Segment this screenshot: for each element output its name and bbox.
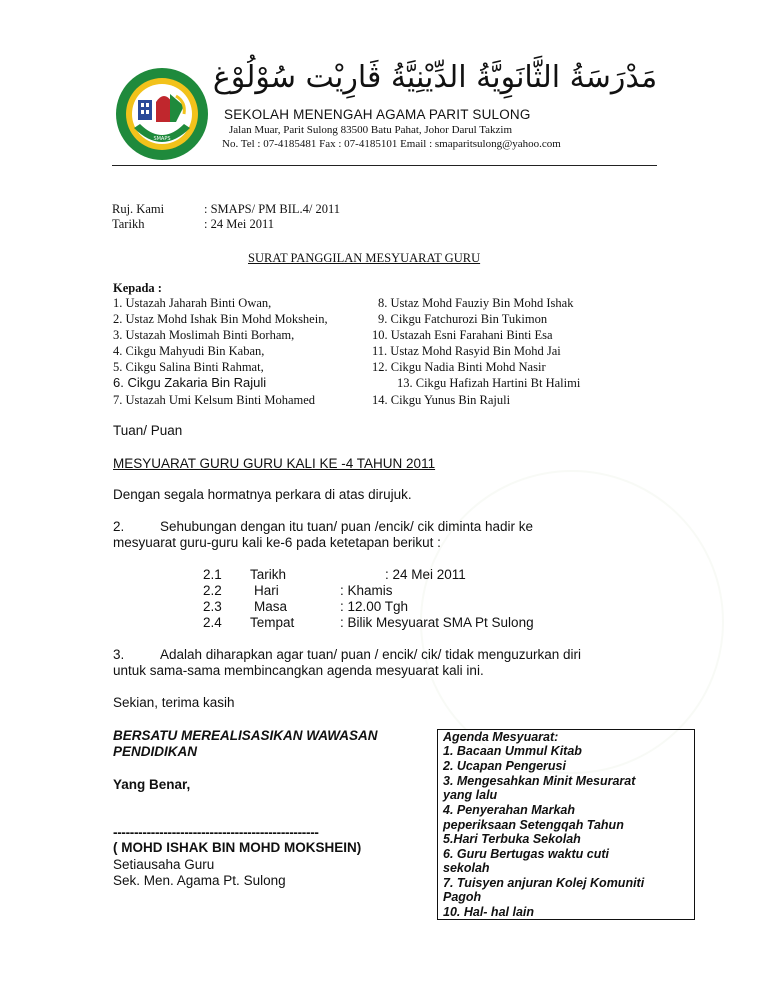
detail-label: Tarikh <box>250 567 287 582</box>
agenda-item: 1. Bacaan Ummul Kitab <box>443 744 582 758</box>
meeting-heading: MESYUARAT GURU GURU KALI KE -4 TAHUN 2011 <box>113 456 436 471</box>
paragraph-2-number: 2. <box>113 519 125 534</box>
agenda-item: 2. Ucapan Pengerusi <box>443 759 566 773</box>
paragraph-2-line-1: Sehubungan dengan itu tuan/ puan /encik/ cik diminta hadir ke <box>160 519 534 534</box>
detail-number: 2.2 <box>203 583 222 598</box>
agenda-item: yang lalu <box>443 788 498 802</box>
detail-number: 2.1 <box>203 567 222 582</box>
agenda-item: 6. Guru Bertugas waktu cuti <box>443 847 610 861</box>
school-name: SEKOLAH MENENGAH AGAMA PARIT SULONG <box>224 107 531 122</box>
school-contact: No. Tel : 07-4185481 Fax : 07-4185101 Email : smaparitsulong@yahoo.com <box>222 138 561 150</box>
recipient-item: 4. Cikgu Mahyudi Bin Kaban, <box>113 344 265 358</box>
detail-value: : 24 Mei 2011 <box>385 567 466 582</box>
ref-label: Ruj. Kami <box>112 202 165 216</box>
paragraph-3-line-1: Adalah diharapkan agar tuan/ puan / encik/ cik/ tidak menguzurkan diri <box>160 647 582 662</box>
paragraph-3-line-2: untuk sama-sama membincangkan agenda mesyuarat kali ini. <box>113 663 484 678</box>
recipient-item: 2. Ustaz Mohd Ishak Bin Mohd Mokshein, <box>113 312 328 326</box>
recipient-item: 6. Cikgu Zakaria Bin Rajuli <box>113 375 267 390</box>
header-divider <box>112 165 657 166</box>
motto-line-2: PENDIDIKAN <box>113 744 198 759</box>
agenda-title: Agenda Mesyuarat: <box>443 730 559 744</box>
recipient-item: 9. Cikgu Fatchurozi Bin Tukimon <box>378 312 548 326</box>
letter-title: SURAT PANGGILAN MESYUARAT GURU <box>248 251 481 265</box>
school-name-arabic: مَدْرَسَةُ الثَّانَوِيَّةُ الدِّيْنِيَّةُ ڤَارِيْت سُوْلُوْغ <box>212 60 658 95</box>
salutation: Tuan/ Puan <box>113 423 183 438</box>
signatory-title: Setiausaha Guru <box>113 857 215 872</box>
recipient-item: 12. Cikgu Nadia Binti Mohd Nasir <box>372 360 546 374</box>
recipient-item: 13. Cikgu Hafizah Hartini Bt Halimi <box>397 376 581 390</box>
recipient-item: 10. Ustazah Esni Farahani Binti Esa <box>372 328 553 342</box>
detail-value: : Bilik Mesyuarat SMA Pt Sulong <box>340 615 534 630</box>
motto-line-1: BERSATU MEREALISASIKAN WAWASAN <box>113 728 378 743</box>
detail-number: 2.4 <box>203 615 222 630</box>
detail-value: : 12.00 Tgh <box>340 599 409 614</box>
recipient-item: 3. Ustazah Moslimah Binti Borham, <box>113 328 295 342</box>
agenda-item: Pagoh <box>443 890 482 904</box>
recipient-item: 8. Ustaz Mohd Fauziy Bin Mohd Ishak <box>378 296 574 310</box>
detail-label: Tempat <box>250 615 295 630</box>
agenda-item: peperiksaan Setengqah Tahun <box>443 818 624 832</box>
agenda-item: 10. Hal- hal lain <box>443 905 535 919</box>
agenda-item: 7. Tuisyen anjuran Kolej Komuniti <box>443 876 645 890</box>
detail-number: 2.3 <box>203 599 222 614</box>
ref-value: : SMAPS/ PM BIL.4/ 2011 <box>204 202 341 216</box>
date-value: : 24 Mei 2011 <box>204 217 275 231</box>
agenda-item: 4. Penyerahan Markah <box>443 803 576 817</box>
svg-text:SMAPS: SMAPS <box>153 136 171 142</box>
paragraph-1: Dengan segala hormatnya perkara di atas dirujuk. <box>113 487 412 502</box>
school-logo <box>114 66 210 162</box>
school-address: Jalan Muar, Parit Sulong 83500 Batu Pahat, Johor Darul Takzim <box>229 124 513 136</box>
kepada-label: Kepada : <box>113 281 162 295</box>
agenda-item: sekolah <box>443 861 490 875</box>
detail-value: : Khamis <box>340 583 393 598</box>
agenda-item: 3. Mengesahkan Minit Mesurarat <box>443 774 636 788</box>
recipient-item: 1. Ustazah Jaharah Binti Owan, <box>113 296 272 310</box>
agenda-box <box>437 729 695 920</box>
date-label: Tarikh <box>112 217 145 231</box>
agenda-item: 5.Hari Terbuka Sekolah <box>443 832 581 846</box>
recipient-item: 7. Ustazah Umi Kelsum Binti Mohamed <box>113 393 316 407</box>
signatory-name: ( MOHD ISHAK BIN MOHD MOKSHEIN) <box>113 840 362 855</box>
signature-line: ------------------------------------------------- <box>113 825 319 840</box>
recipient-item: 14. Cikgu Yunus Bin Rajuli <box>372 393 511 407</box>
closing: Sekian, terima kasih <box>113 695 235 710</box>
detail-label: Masa <box>254 599 288 614</box>
recipient-item: 11. Ustaz Mohd Rasyid Bin Mohd Jai <box>372 344 561 358</box>
yang-benar: Yang Benar, <box>113 777 191 792</box>
paragraph-3-number: 3. <box>113 647 125 662</box>
paragraph-2-line-2: mesyuarat guru-guru kali ke-6 pada ketetapan berikut : <box>113 535 441 550</box>
detail-label: Hari <box>254 583 279 598</box>
recipient-item: 5. Cikgu Salina Binti Rahmat, <box>113 360 264 374</box>
signatory-org: Sek. Men. Agama Pt. Sulong <box>113 873 286 888</box>
